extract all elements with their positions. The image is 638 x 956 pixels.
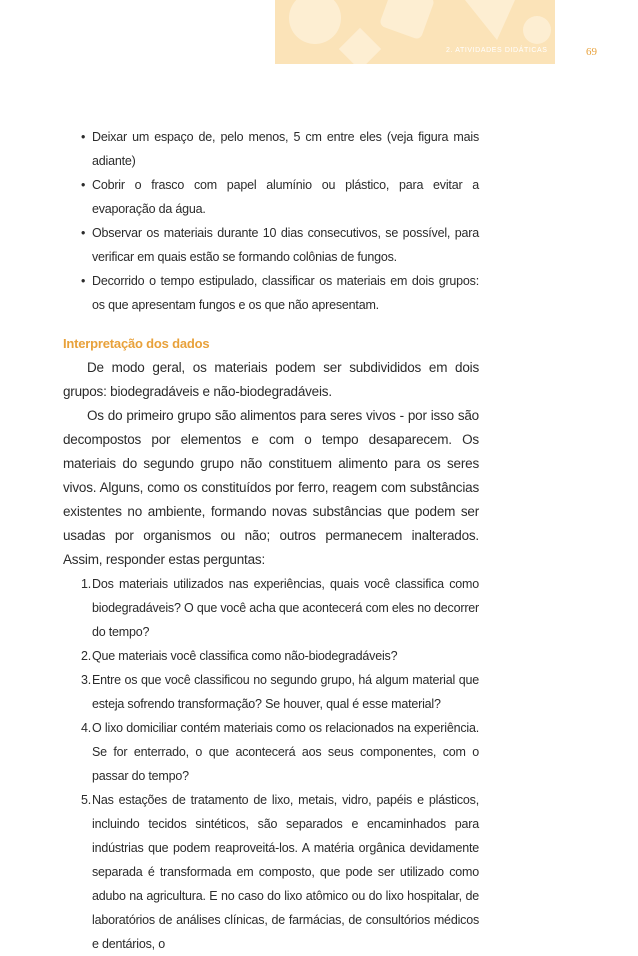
list-item-text: Nas estações de tratamento de lixo, metais, vidro, papéis e plásticos, incluindo tecidos sintéticos, são separados e encaminhados para indústrias que podem reaproveitá-los. A matéria orgânica devidamente separada é transformada em composto, que pode ser utilizado como adubo na agricultura. E no caso do lixo atômico ou do lixo hospitalar, de laboratórios de análises clínicas, de farmácias, de consultórios médicos e dentários, o — [92, 793, 479, 951]
list-item-text: Deixar um espaço de, pelo menos, 5 cm entre eles (veja figura mais adiante) — [92, 130, 479, 168]
list-item — [63, 173, 479, 221]
bullet-icon: • — [81, 130, 86, 144]
paragraph: De modo geral, os materiais podem ser subdivididos em dois grupos: biodegradáveis e não-biodegradáveis. — [63, 360, 479, 399]
item-number: 2. — [81, 649, 92, 663]
list-item-text: Entre os que você classificou no segundo grupo, há algum material que esteja sofrendo transformação? Se houver, qual é esse material? — [92, 673, 479, 711]
list-item-text: Que materiais você classifica como não-biodegradáveis? — [92, 649, 398, 663]
list-item — [63, 788, 479, 956]
list-item-text: Cobrir o frasco com papel alumínio ou plástico, para evitar a evaporação da água. — [92, 178, 479, 216]
section-label: 2. ATIVIDADES DIDÁTICAS — [446, 47, 548, 54]
item-number: 5. — [81, 793, 92, 807]
list-item-text: Decorrido o tempo estipulado, classificar os materiais em dois grupos: os que apresentam fungos e os que não apresentam. — [92, 274, 479, 312]
list-item — [63, 644, 479, 668]
questions-list — [63, 572, 479, 956]
header-decoration — [275, 0, 555, 64]
list-item-text: Dos materiais utilizados nas experiências, quais você classifica como biodegradáveis? O que você acha que acontecerá com eles no decorrer do tempo? — [92, 577, 479, 639]
list-item-text: Observar os materiais durante 10 dias consecutivos, se possível, para verificar em quais estão se formando colônias de fungos. — [92, 226, 479, 264]
header-pattern — [275, 0, 555, 64]
paragraph: Os do primeiro grupo são alimentos para seres vivos - por isso são decompostos por elementos e com o tempo desaparecem. Os materiais do segundo grupo não constituem alimento para os seres vivos. Alguns, como os constituídos por ferro, reagem com substâncias existentes no ambiente, formando novas substâncias que podem ser usadas por organismos ou não; outros permanecem inalterados. Assim, responder estas perguntas: — [63, 408, 479, 567]
bullet-icon: • — [81, 178, 86, 192]
section-heading: Interpretação dos dados — [63, 336, 210, 351]
list-item-text: O lixo domiciliar contém materiais como os relacionados na experiência. Se for enterrado, o que acontecerá aos seus componentes, com o passar do tempo? — [92, 721, 479, 783]
item-number: 4. — [81, 721, 92, 735]
bullet-icon: • — [81, 226, 86, 240]
bullet-icon: • — [81, 274, 86, 288]
list-item — [63, 668, 479, 716]
page-number: 69 — [586, 46, 597, 58]
item-number: 1. — [81, 577, 92, 591]
list-item — [63, 269, 479, 317]
item-number: 3. — [81, 673, 92, 687]
list-item — [63, 716, 479, 788]
procedure-list — [63, 125, 479, 317]
page-content — [63, 125, 479, 956]
list-item — [63, 125, 479, 173]
list-item — [63, 572, 479, 644]
list-item — [63, 221, 479, 269]
